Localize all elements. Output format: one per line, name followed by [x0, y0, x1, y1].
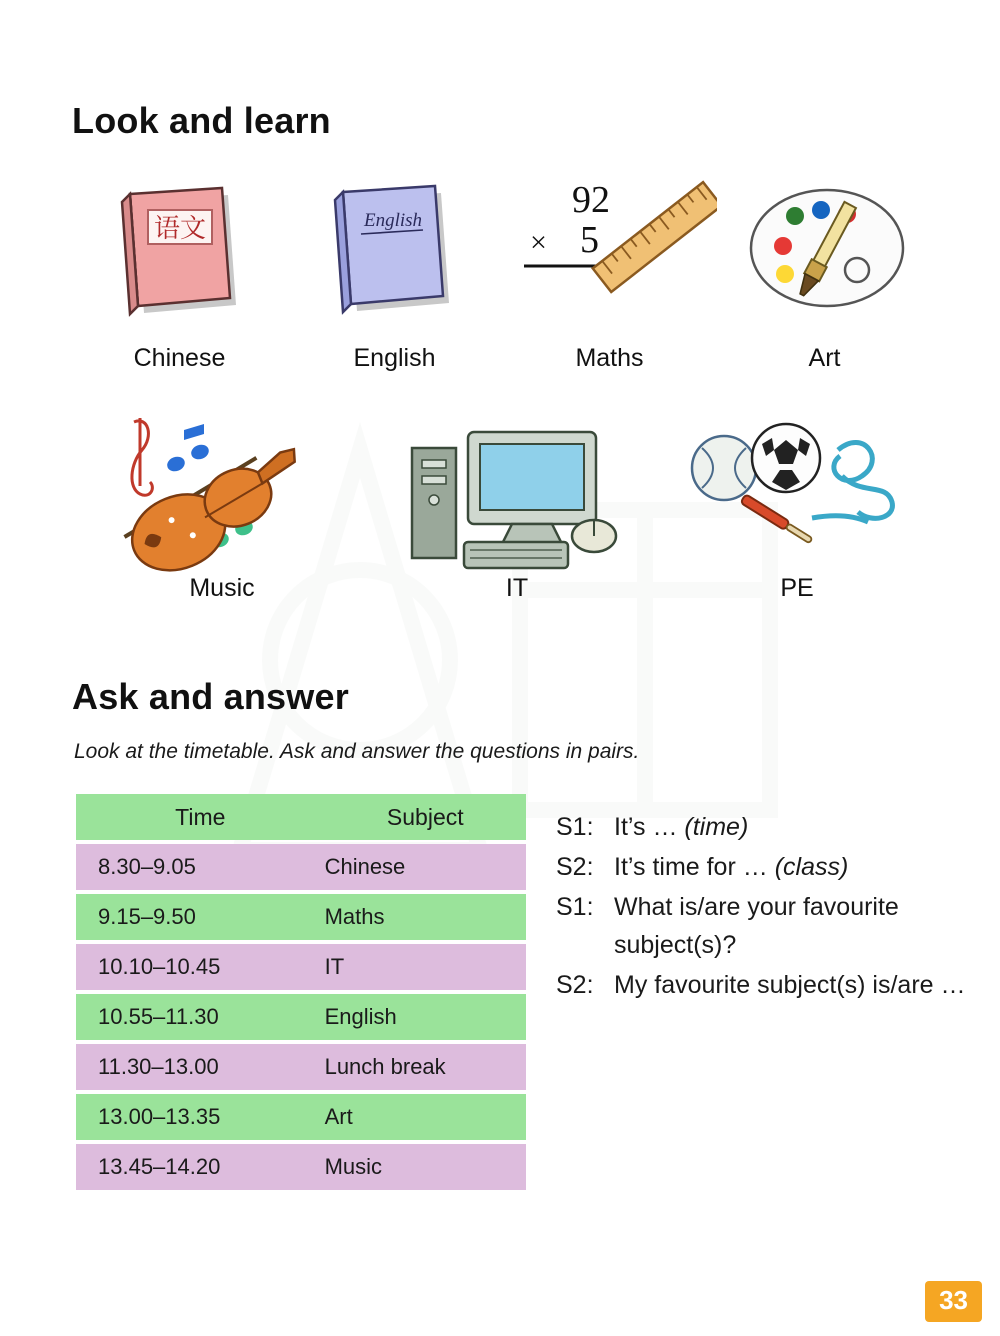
dialogue-text: [614, 808, 748, 846]
cell-subject: English: [303, 994, 526, 1040]
chinese-textbook-icon: [72, 170, 287, 340]
table-row: [76, 1094, 526, 1140]
desktop-computer-icon: [372, 400, 662, 570]
dialogue-speaker: S2:: [556, 971, 594, 999]
cell-time: 13.45–14.20: [76, 1144, 303, 1190]
vocab-label-it: IT: [505, 574, 529, 602]
instruction-text: Look at the timetable. Ask and answer the questions in pairs.: [74, 740, 640, 763]
page-number-badge: 33: [925, 1281, 982, 1322]
svg-text:语文: 语文: [153, 214, 207, 244]
dialogue-text-main: What is/are your favourite subject(s)?: [614, 893, 899, 959]
dialogue-text-main: It’s time for …: [614, 853, 775, 881]
cell-subject: Art: [303, 1094, 526, 1140]
timetable: [76, 790, 526, 1194]
column-header-subject: Subject: [303, 794, 526, 840]
cell-time: 11.30–13.00: [76, 1044, 303, 1090]
cell-time: 13.00–13.35: [76, 1094, 303, 1140]
vocab-item-chinese: [72, 170, 287, 373]
svg-text:×: ×: [530, 226, 547, 259]
dialogue-line: [556, 848, 966, 886]
vocab-label-maths: Maths: [575, 344, 644, 372]
cell-time: 10.55–11.30: [76, 994, 303, 1040]
cell-subject: Maths: [303, 894, 526, 940]
ask-and-answer-heading: Ask and answer: [72, 676, 349, 717]
dialogue-text: [614, 888, 944, 964]
dialogue-text: [614, 966, 966, 1004]
vocab-label-art: Art: [808, 344, 841, 372]
table-header-row: [76, 794, 526, 840]
maths-bottom-number: 5: [580, 219, 599, 261]
dialogue-text-main: My favourite subject(s) is/are …: [614, 971, 966, 999]
table-row: [76, 844, 526, 890]
vocab-item-maths: [502, 170, 717, 373]
dialogue-block: [556, 808, 966, 1006]
dialogue-line: [556, 808, 966, 846]
cell-subject: Lunch break: [303, 1044, 526, 1090]
column-header-time: Time: [76, 794, 303, 840]
dialogue-speaker: S1:: [556, 813, 594, 841]
cell-time: 9.15–9.50: [76, 894, 303, 940]
dialogue-speaker: S2:: [556, 853, 594, 881]
cell-time: 10.10–10.45: [76, 944, 303, 990]
vocab-item-it: [372, 400, 662, 603]
dialogue-text-emphasis: (class): [774, 853, 849, 881]
cell-subject: IT: [303, 944, 526, 990]
dialogue-speaker: S1:: [556, 893, 594, 921]
table-row: [76, 944, 526, 990]
vocabulary-row-2: [72, 400, 932, 603]
table-row: [76, 1044, 526, 1090]
cell-time: 8.30–9.05: [76, 844, 303, 890]
dialogue-line: [556, 966, 966, 1004]
vocab-item-art: [717, 170, 932, 373]
vocab-label-english: English: [353, 344, 436, 372]
vocab-label-music: Music: [189, 574, 255, 602]
maths-top-number: 92: [572, 179, 610, 221]
cell-subject: Chinese: [303, 844, 526, 890]
dialogue-text-main: It’s …: [614, 813, 685, 841]
svg-text:English: English: [363, 210, 423, 231]
vocab-item-music: [72, 400, 372, 603]
violin-and-notes-icon: [72, 400, 372, 570]
table-row: [76, 1144, 526, 1190]
cell-subject: Music: [303, 1144, 526, 1190]
dialogue-line: [556, 888, 966, 964]
vocab-label-chinese: Chinese: [133, 344, 226, 372]
dialogue-text-emphasis: (time): [684, 813, 749, 841]
vocab-item-english: [287, 170, 502, 373]
vocabulary-row-1: [72, 170, 932, 373]
look-and-learn-heading: Look and learn: [72, 100, 331, 141]
palette-and-brush-icon: [717, 170, 932, 340]
multiplication-and-ruler-icon: [502, 170, 717, 340]
table-row: [76, 994, 526, 1040]
vocab-label-pe: PE: [780, 574, 814, 602]
vocab-item-pe: [662, 400, 932, 603]
table-row: [76, 894, 526, 940]
sports-balls-and-rope-icon: [662, 400, 932, 570]
dialogue-text: [614, 848, 848, 886]
english-textbook-icon: [287, 170, 502, 340]
